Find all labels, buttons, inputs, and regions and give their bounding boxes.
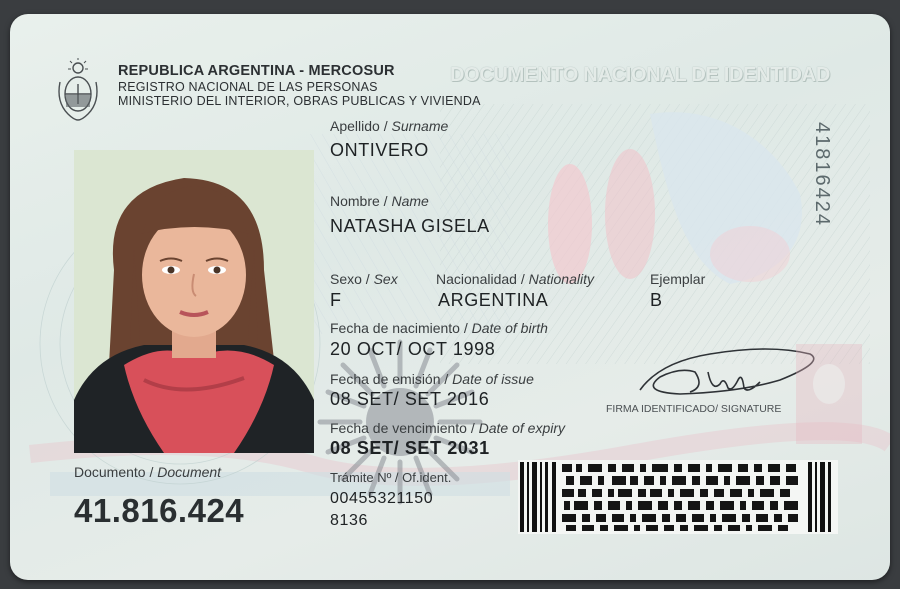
signature-label: FIRMA IDENTIFICADO/ SIGNATURE (606, 403, 782, 415)
expiry-value: 08 SET/ SET 2031 (330, 438, 490, 458)
copy-label: Ejemplar (650, 271, 706, 287)
id-card (10, 14, 890, 580)
ghost-image (796, 344, 862, 444)
vertical-document-number: 41816424 (811, 122, 833, 227)
barcode-pattern (518, 460, 838, 534)
document-title-banner: DOCUMENTO NACIONAL DE IDENTIDAD (450, 64, 830, 86)
surname-label: Apellido / Surname (330, 118, 449, 134)
birth-label: Fecha de nacimiento / Date of birth (330, 320, 548, 336)
nationality-label: Nacionalidad / Nationality (436, 271, 594, 287)
coat-of-arms-icon (54, 58, 102, 124)
tramite-label: Trámite Nº / Of.ident. (330, 470, 452, 485)
header-country: REPUBLICA ARGENTINA - MERCOSUR (118, 63, 395, 79)
header-ministry: MINISTERIO DEL INTERIOR, OBRAS PUBLICAS Y VIVIENDA (118, 94, 481, 108)
portrait-image (74, 150, 314, 453)
nationality-value: ARGENTINA (438, 290, 549, 310)
copy-value: B (650, 290, 663, 310)
issue-value: 08 SET/ SET 2016 (330, 389, 490, 409)
tramite-code: 8136 (330, 512, 368, 529)
tramite-number: 00455321150 (330, 490, 434, 507)
sex-label: Sexo / Sex (330, 271, 398, 287)
sex-value: F (330, 290, 342, 310)
card-header (118, 62, 481, 108)
document-number: 41.816.424 (74, 492, 245, 529)
header-registry: REGISTRO NACIONAL DE LAS PERSONAS (118, 80, 378, 94)
birth-value: 20 OCT/ OCT 1998 (330, 339, 496, 359)
name-label: Nombre / Name (330, 193, 429, 209)
holder-photo (74, 150, 314, 453)
name-value: NATASHA GISELA (330, 216, 490, 236)
pdf417-barcode (518, 460, 838, 534)
surname-value: ONTIVERO (330, 140, 429, 160)
expiry-label: Fecha de vencimiento / Date of expiry (330, 420, 566, 436)
issue-label: Fecha de emisión / Date of issue (330, 371, 534, 387)
document-label: Documento / Document (74, 464, 222, 480)
